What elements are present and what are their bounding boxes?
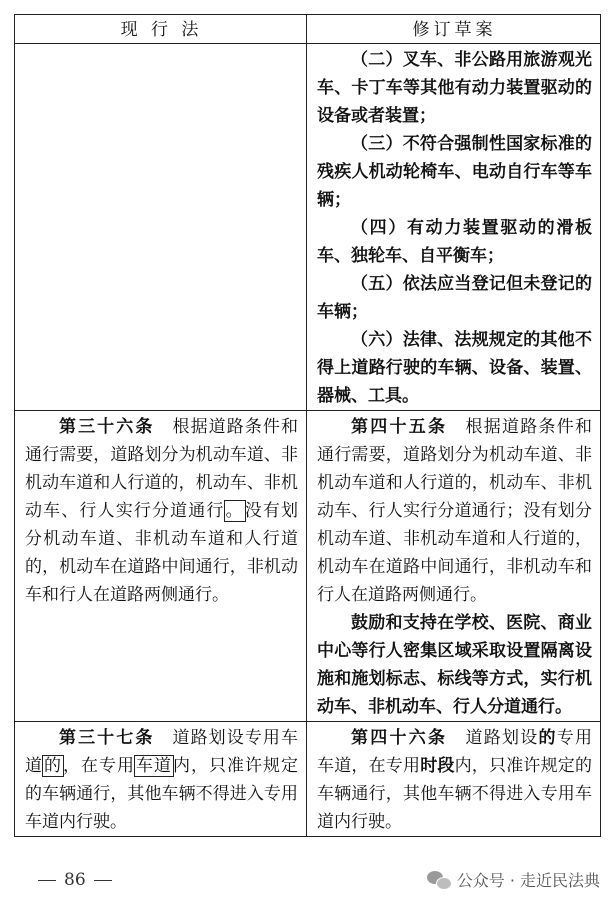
draft-item-5: （五）依法应当登记但未登记的车辆； bbox=[317, 274, 592, 322]
boxed-deleted-text: 车道 bbox=[136, 756, 172, 776]
row1-right-cell bbox=[307, 44, 601, 411]
article-text: 道路划设专用车道 bbox=[25, 728, 299, 776]
table-row bbox=[15, 722, 601, 837]
article-number: 第四十六条 bbox=[351, 728, 448, 748]
row2-right-cell bbox=[307, 411, 601, 722]
article-text: 根据道路条件和通行需要，道路划分为机动车道、非机动车道和人行道的，机动车、非机动车、行人实行分道通行 bbox=[25, 417, 299, 521]
article-text: 道路划设 bbox=[464, 728, 539, 748]
table-header-row bbox=[15, 15, 601, 44]
article-number: 第三十六条 bbox=[59, 417, 155, 437]
wechat-icon bbox=[427, 870, 451, 890]
page-number-text: 86 bbox=[64, 870, 86, 890]
page-number bbox=[30, 870, 120, 890]
draft-added-paragraph: 鼓励和支持在学校、医院、商业中心等行人密集区域采取设置隔离设施和施划标志、标线等方式，实行机动车、非机动车、行人分道通行。 bbox=[317, 613, 592, 717]
draft-article-45 bbox=[317, 411, 592, 609]
current-article-36 bbox=[25, 411, 298, 609]
draft-article-46 bbox=[317, 722, 592, 836]
header-current-law: 现 行 法 bbox=[15, 15, 307, 44]
boxed-deleted-text: 。 bbox=[225, 501, 244, 521]
table-row bbox=[15, 411, 601, 722]
current-article-37 bbox=[25, 722, 298, 836]
dash-left bbox=[38, 880, 56, 881]
watermark-text: 公众号 · 走近民法典 bbox=[456, 871, 600, 890]
draft-item-3: （三）不符合强制性国家标准的残疾人机动轮椅车、电动自行车等车辆； bbox=[317, 134, 592, 210]
article-text: ，在专用 bbox=[63, 756, 135, 776]
row3-left-cell bbox=[15, 722, 307, 837]
row1-left-cell bbox=[15, 44, 307, 411]
table-row bbox=[15, 44, 601, 411]
article-number: 第四十五条 bbox=[351, 417, 448, 437]
article-number: 第三十七条 bbox=[59, 728, 155, 748]
added-text: 的 bbox=[538, 728, 557, 748]
boxed-deleted-text: 的 bbox=[44, 756, 62, 776]
row3-right-cell bbox=[307, 722, 601, 837]
article-text: 内，只准许规定的车辆通行，其他车辆不得进入专用车道内行驶。 bbox=[25, 756, 298, 832]
draft-item-6: （六）法律、法规规定的其他不得上道路行驶的车辆、设备、装置、器械、工具。 bbox=[317, 330, 592, 406]
draft-item-2: （二）叉车、非公路用旅游观光车、卡丁车等其他有动力装置驱动的设备或者装置； bbox=[317, 50, 592, 126]
article-text: 没有划分机动车道、非机动车道和人行道的，机动车在道路中间通行，非机动车和行人在道路两侧通行。 bbox=[25, 501, 299, 605]
comparison-table bbox=[14, 14, 601, 837]
article-text: 专用车道，在专用 bbox=[317, 728, 592, 776]
article-text: 内，只准许规定的车辆通行，其他车辆不得进入专用车道内行驶。 bbox=[317, 756, 593, 832]
draft-item-4: （四）有动力装置驱动的滑板车、独轮车、自平衡车； bbox=[317, 218, 592, 266]
dash-right bbox=[94, 880, 112, 881]
added-text: 时段 bbox=[420, 756, 455, 776]
header-draft-amendment: 修订草案 bbox=[307, 15, 601, 44]
row2-left-cell bbox=[15, 411, 307, 722]
article-text: 根据道路条件和通行需要，道路划分为机动车道、非机动车道和人行道的，机动车、非机动车、行人实行分道通行；没有划分机动车道、非机动车道和人行道的，机动车在道路中间通行，非机动车和行人在道路两侧通行。 bbox=[317, 417, 592, 605]
wechat-watermark bbox=[427, 868, 600, 891]
